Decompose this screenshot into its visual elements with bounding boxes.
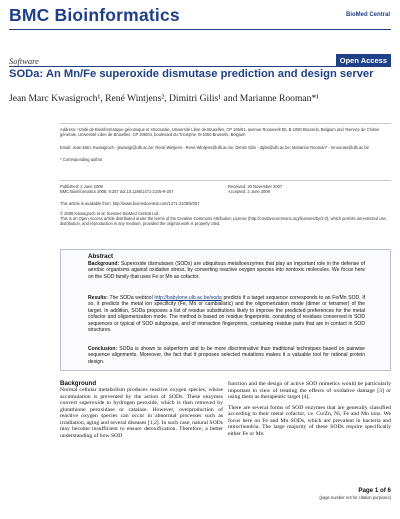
publisher-logo: BioMed Central [345,12,390,18]
section-divider [9,66,391,67]
section-label: Software [9,56,39,66]
author-divider [60,123,391,124]
page-number: Page 1 of 6 [358,487,391,494]
availability-link[interactable]: This article is available from: http://www.biomedcentral.com/1471-2105/9/257 [60,201,200,206]
body-right-column [228,381,391,437]
header-divider [9,29,391,30]
abstract-results-label: Results: [88,295,108,301]
license-text: This is an Open Access article distributed under the terms of the Creative Commons Attribution License (http://creativecommons.org/licenses/by/2.0), which permits unrestricted use, distribution, and reproduction in any medium, provided the original work is properly cited. [60,216,387,227]
abstract-background [88,261,365,280]
abstract-results [88,295,365,333]
soda-webtool-link[interactable]: http://babylone.ulb.ac.be/soda [154,295,222,301]
abstract-conclusion-label: Conclusion: [88,346,118,352]
abstract-results-pre: The SODa webtool [109,295,153,301]
body-left-column: Normal cellular metabolism produces reactive oxygen species, whose accumulation is prevented by the action of SODs. These enzymes convert superoxide to hydrogen peroxide, which is then removed by glutathione peroxidase or catalase. However, overproduction of reactive oxygen species can occur in abnormal processes such as irradiation, aging and several diseases [1,2]. In such case, natural SODs may become insufficient to ensure detoxification. Therefore, a better understanding of how SOD [60,387,223,439]
journal-header [0,0,400,38]
publication-info [60,184,174,194]
body-paragraph: function and the design of active SOD mimetics would be particularly important in view of treating the effects of oxidative damage [3] or using them as therapeutic target [4]. [228,381,391,401]
abstract-background-text: Superoxide dismutases (SODs) are ubiquitous metalloenzymes that play an important role in the defense of aerobic organisms against oxidative stress, by converting reactive oxygen species into nontoxic molecules. We focus here on the SOD family that uses Fe or Mn as cofactor. [88,261,366,280]
meta-divider [60,180,391,181]
corresponding-note: * Corresponding author [60,157,103,162]
citation-line: BMC Bioinformatics 2008, 9:257 doi:10.1186/1471-2105-9-257 [60,189,174,195]
affiliation-text: Address: ¹Unité de Bioinformatique génomique et structurale, Université Libre de Bruxelles, CP 165/61, avenue Roosevelt 50, B-1050 Brussels, Belgium and ²Service de Chimie générale, Université Libre de Bruxelles, CP 206/04, boulevard du Triomphe, B-1050 Brussels, Belgium [60,127,380,138]
page-number-note: (page number not for citation purposes) [319,495,391,500]
abstract-heading: Abstract [88,253,114,260]
email-list: Email: Jean Marc Kwasigroch - jkwasigr@ulb.ac.be; René Wintjens - Rene.Wintjens@ulb.ac.be; Dimitri Gilis - dgilis@ulb.ac.be; Marianne Rooman* - mrooman@ulb.ac.be [60,145,369,150]
journal-title: BMC Bioinformatics [9,5,180,25]
received-date: Received: 30 November 2007 [228,184,283,189]
abstract-results-text: predicts if a target sequence corresponds to an Fe/Mn SOD. If so, it predicts the metal ion specificity (Fe, Mn or cambialistic) and the oligomerization mode (dimer or tetramer) of the target. In addition, SODa proposes a list of residue substitutions likely to improve the predicted preferences for the metal cofactor and oligomerization mode. The method is based on residue fingerprints, consisting of residues conserved in SOD sequences or typical of SOD subgroups, and of interaction fingerprints, containing residue pairs that are in contact in SOD structures. [88,295,366,334]
copyright-line: © 2008 Kwasigroch et al; licensee BioMed Central Ltd. [60,211,160,216]
abstract-background-label: Background: [88,261,120,267]
license-block [60,211,390,226]
published-date: Published: 2 June 2008 [60,184,103,189]
body-paragraph: There are several forms of SOD enzymes that are generally classified according to their metal cofactor, i.e. Cu/Zn, Ni, Fe and Mn ions. We focus here on Fe and Mn SODs, which are prevalent in bacteria and mitochondria. The large majority of these SODs require specifically either Fe or Mn [228,404,391,437]
review-dates [228,184,282,194]
accepted-date: Accepted: 2 June 2008 [228,189,270,195]
abstract-conclusion [88,346,365,365]
article-title: SODa: An Mn/Fe superoxide dismutase prediction and design server [9,68,374,80]
abstract-conclusion-text: SODa is shown to outperform and to be more discriminative than traditional techniques based on pairwise sequence alignments. Moreover, the fact that it proposes selected mutations makes it a valuable tool for rational protein design. [88,346,365,365]
open-access-badge: Open Access [336,54,391,67]
background-heading: Background [60,380,97,387]
author-list: Jean Marc Kwasigroch¹, René Wintjens², Dimitri Gilis¹ and Marianne Rooman*¹ [9,93,320,104]
